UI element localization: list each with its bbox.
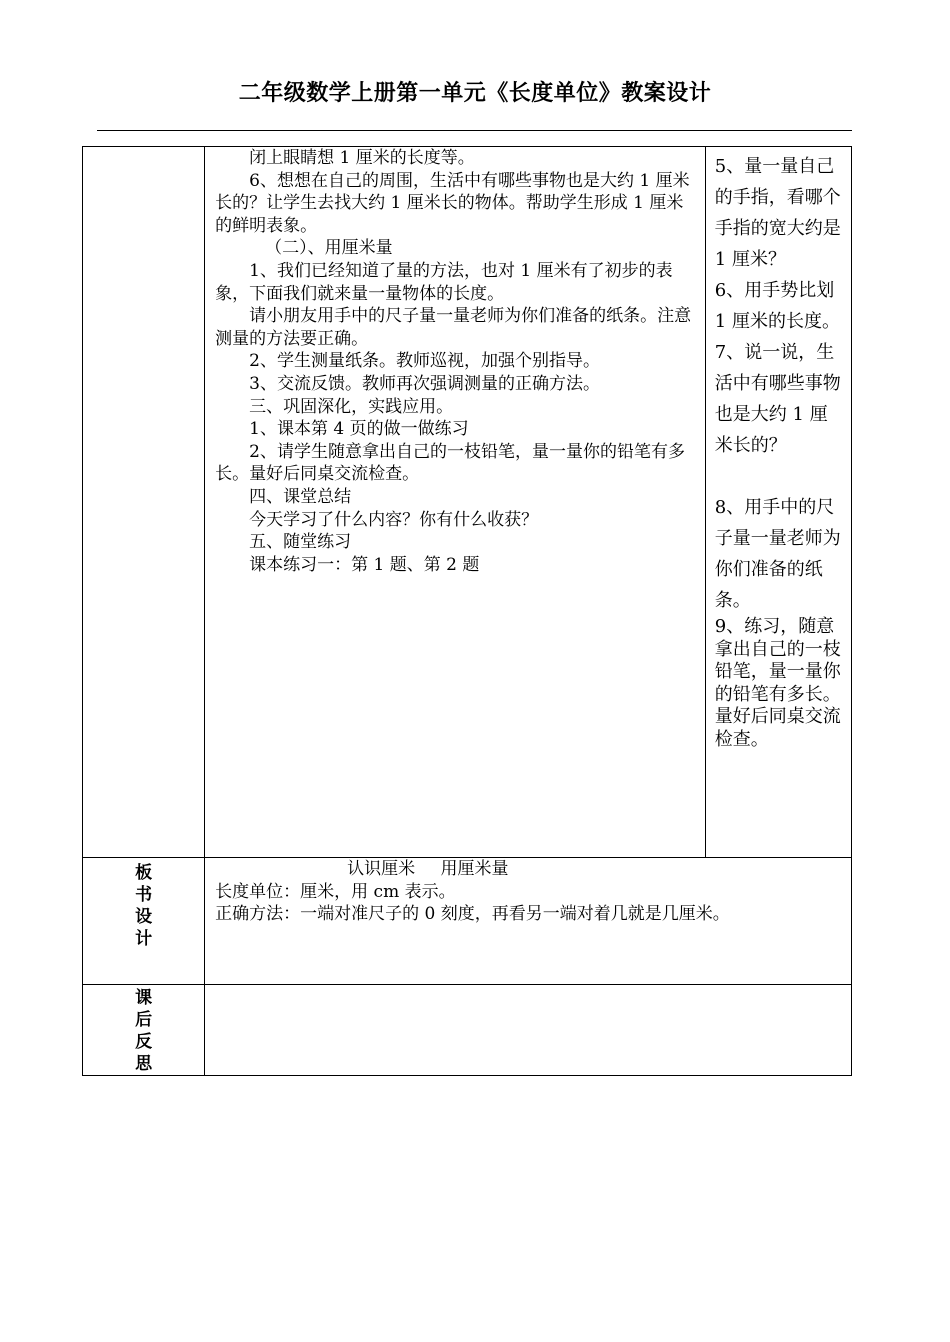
teaching-process-cell	[205, 147, 706, 858]
process-line: 闭上眼睛想 1 厘米的长度等。	[249, 148, 475, 168]
board-headings: 认识厘米 用厘米量	[347, 859, 509, 879]
process-line: 五、随堂练习	[249, 532, 352, 553]
activity-item: 9、练习，随意拿出自己的一枝铅笔，量一量你的铅笔有多长。量好后同桌交流检查。	[714, 616, 841, 750]
title-divider	[97, 130, 852, 131]
process-line: 今天学习了什么内容？你有什么收获？	[249, 509, 539, 530]
reflection-row	[83, 985, 852, 1076]
process-line: 1、课本第 4 页的做一做练习	[249, 419, 469, 440]
activity-item: 7、说一说，生活中有哪些事物也是大约 1 厘米长的？	[714, 342, 841, 456]
process-line: 请小朋友用手中的尺子量一量老师为你们准备的纸条。注意测量的方法要正确。	[215, 306, 692, 349]
reflection-content-cell	[205, 985, 852, 1076]
process-line: 1、我们已经知道了量的方法，也对 1 厘米有了初步的表象，下面我们就来量一量物体的长度。	[215, 260, 673, 304]
process-line: 四、课堂总结	[249, 486, 352, 507]
activity-item: 5、量一量自己的手指，看哪个手指的宽大约是 1 厘米？	[714, 156, 841, 270]
lesson-row-label-cell	[83, 147, 205, 858]
board-design-label: 板 书 设 计	[135, 863, 153, 949]
process-line: 6、想想在自己的周围，生活中有哪些事物也是大约 1 厘米长的？让学生去找大约 1 厘米长的物体。帮助学生形成 1 厘米的鲜明表象。	[215, 170, 690, 236]
process-line: 课本练习一：第 1 题、第 2 题	[249, 554, 480, 575]
process-line: 2、请学生随意拿出自己的一枝铅笔，量一量你的铅笔有多长。量好后同桌交流检查。	[215, 441, 685, 485]
board-design-label-cell	[83, 858, 205, 985]
student-activity-cell	[705, 147, 851, 858]
activity-item: 6、用手势比划 1 厘米的长度。	[714, 280, 840, 332]
process-line: （二）、用厘米量	[265, 238, 393, 259]
board-design-row	[83, 858, 852, 985]
board-length-unit: 长度单位：厘米，用 cm 表示。	[215, 881, 456, 902]
process-line: 三、巩固深化，实践应用。	[249, 396, 454, 417]
process-line: 2、学生测量纸条。教师巡视，加强个别指导。	[249, 351, 600, 372]
reflection-label: 课 后 反 思	[135, 988, 153, 1074]
lesson-process-row	[83, 147, 852, 858]
process-line: 3、交流反馈。教师再次强调测量的正确方法。	[249, 373, 600, 394]
document-title: 二年级数学上册第一单元《长度单位》教案设计	[238, 81, 712, 106]
activity-item: 8、用手中的尺子量一量老师为你们准备的纸条。	[714, 497, 841, 611]
lesson-plan-table	[82, 146, 852, 1076]
reflection-label-cell	[83, 985, 205, 1076]
board-design-content-cell	[205, 858, 852, 985]
board-correct-method: 正确方法：一端对准尺子的 0 刻度，再看另一端对着几就是几厘米。	[215, 904, 730, 924]
